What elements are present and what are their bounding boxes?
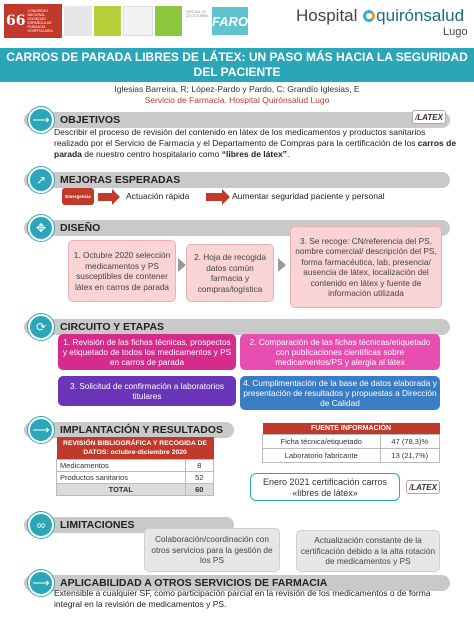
circuito-step-2: 2. Comparación de las fichas técnicas/etiquetado con publicaciones científicas sobre medicamentos/PS y alergia al látex — [240, 334, 440, 370]
section-implantacion-heading: IMPLANTACIÓN Y RESULTADOS — [24, 422, 234, 438]
trend-up-icon: ↗ — [28, 167, 54, 193]
arrow-right-icon: ⟶ — [28, 417, 54, 443]
aplicabilidad-body: Extensible a cualquier SF, como participación parcial en la revisión de los medicamentos o de forma integral en la revisión de medicamentos y PS. — [54, 588, 431, 609]
certification-box: Enero 2021 certificación carros «libres de látex» — [250, 473, 400, 501]
poster-header — [0, 0, 474, 44]
diseno-box-3: 3. Se recoge: CN/referencia del PS, nombre comercial/ descripción del PS, forma farmacéutica, lab, presencia/ ausencia de látex, localización del contenido en látex y fuente de información utilizada — [290, 226, 442, 308]
faro-logo: FARO — [212, 7, 248, 35]
biblio-table — [56, 437, 214, 496]
affiliation: Servicio de Farmacia. Hospital Quirónsalud Lugo — [144, 95, 330, 105]
table-row: Medicamentos 8 — [57, 460, 214, 472]
arrow-right-icon: ⟶ — [28, 107, 54, 133]
arrow-right-icon — [178, 258, 186, 272]
loop-icon: ∞ — [28, 512, 54, 538]
quironsalud-mark-icon — [363, 10, 375, 22]
objetivos-body: Describir el proceso de revisión del contenido en látex de los medicamentos y productos sanitarios realizado por el Servicio de Farmacia y el Departamento de Compras para la certificación de los carros de parada de nuestro centro hospitalario como “libres de látex”. — [54, 127, 457, 159]
circuito-step-1: 1. Revisión de las fichas técnicas, prospectos y etiquetado de todos los medicamentos y PS en carros de parada — [58, 334, 236, 370]
limitacion-box-1: Colaboración/coordinación con otros servicios para la gestión de los PS — [144, 528, 280, 572]
limitacion-box-2: Actualización constante de la certificación debido a la alta rotación de medicamentos y PS — [296, 530, 440, 572]
latex-free-logo: / LATEX — [412, 110, 446, 124]
latex-free-logo: / LATEX — [406, 480, 440, 494]
diseno-box-2: 2. Hoja de recogida datos común farmacia y compras/logística — [186, 244, 274, 302]
table-row: Ficha técnica/etiquetado 47 (78,3)% — [263, 435, 440, 449]
section-aplicabilidad-heading: APLICABILIDAD A OTROS SERVICIOS DE FARMACIA — [24, 575, 450, 591]
biblio-table-title: REVISIÓN BIBLIOGRÁFICA Y RECOGIDA DE DATOS: octubre-diciembre 2020 — [57, 437, 214, 460]
section-mejoras-heading: MEJORAS ESPERADAS — [24, 172, 450, 188]
arrow-right-icon — [206, 193, 222, 201]
section-limitaciones-heading: LIMITACIONES — [24, 517, 234, 533]
arrow-right-icon — [98, 193, 112, 201]
mejora-item-2: Aumentar seguridad paciente y personal — [232, 191, 385, 201]
fuente-table-title: FUENTE INFORMACIÓN — [263, 423, 440, 435]
hospital-logo — [296, 6, 464, 26]
authors: Iglesias Barreira, R; López-Pardo y Pardo, C; Grandío Iglesias, E — [114, 84, 360, 94]
section-objetivos-heading: OBJETIVOS — [24, 112, 450, 128]
table-total-row: TOTAL 60 — [57, 484, 214, 496]
section-diseno-heading: DISEÑO — [24, 220, 450, 236]
move-arrows-icon: ✥ — [28, 215, 54, 241]
arrow-right-icon: ⟶ — [28, 570, 54, 596]
hospital-city: Lugo — [443, 26, 468, 38]
brand-word: quirónsalud — [376, 6, 465, 25]
congress-logo — [4, 4, 62, 38]
diseno-box-1: 1. Octubre 2020 selección medicamentos y PS susceptibles de contener látex en carros de parada — [68, 240, 176, 302]
poster-title: CARROS DE PARADA LIBRES DE LÁTEX: UN PASO MÁS HACIA LA SEGURIDAD DEL PACIENTE — [0, 48, 474, 82]
circuito-step-3: 3. Solicitud de confirmación a laboratorios titulares — [58, 376, 236, 406]
mejora-item-1: Actuación rápida — [126, 191, 190, 201]
congress-number: 66 — [6, 13, 26, 29]
section-circuito-heading: CIRCUITO Y ETAPAS — [24, 319, 450, 335]
hospital-word: Hospital — [296, 6, 358, 25]
refresh-icon: ⟳ — [28, 314, 54, 340]
arrow-right-icon — [278, 258, 286, 272]
emergencia-badge: Emergencia — [62, 188, 94, 205]
fuente-table — [262, 423, 440, 463]
circuito-step-4: 4. Cumplimentación de la base de datos elaborada y presentación de resultados y propuestas a Dirección de Calidad — [240, 376, 440, 410]
table-row: Laboratorio fabricante 13 (21,7%) — [263, 449, 440, 463]
congress-text: CONGRESO NACIONAL SOCIEDAD ESPAÑOLA DE FARMACIA HOSPITALARIA — [27, 9, 53, 33]
virtual-text: VIRTUAL 19-22 OCTUBRE — [186, 10, 208, 18]
congress-banner-strip — [64, 6, 182, 36]
table-row: Productos sanitarios 52 — [57, 472, 214, 484]
